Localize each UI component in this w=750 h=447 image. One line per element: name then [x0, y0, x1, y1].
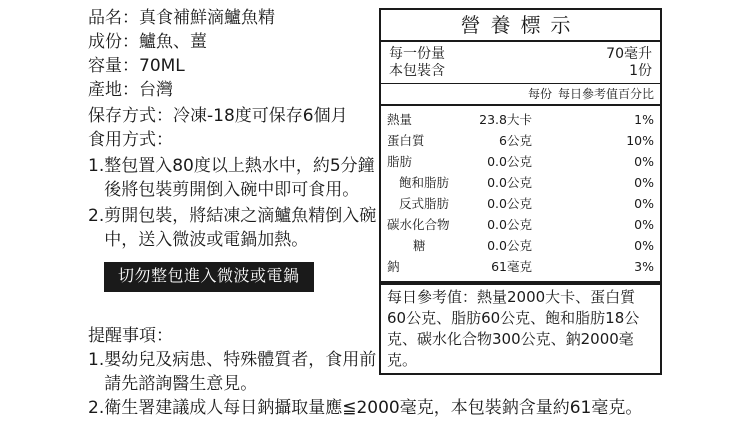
nutrient-daily-pct: 10% — [626, 133, 654, 148]
nutrient-value: 0.0公克 — [487, 217, 532, 232]
nutrient-value: 0.0公克 — [487, 196, 532, 211]
nutrient-daily-pct: 3% — [634, 259, 654, 274]
nutrition-row — [387, 193, 654, 214]
nutrient-value: 23.8大卡 — [479, 112, 532, 127]
usage-step-2 — [88, 204, 378, 252]
reminder-item-1 — [88, 348, 378, 396]
step-number: 2. — [88, 206, 105, 226]
reminder-number: 1. — [88, 350, 105, 370]
nutrient-daily-pct: 0% — [634, 196, 654, 211]
step-text: 剪開包裝，將結凍之滴鱸魚精倒入碗中，送入微波或電鍋加熱。 — [104, 206, 377, 250]
servings-value: 1份 — [629, 63, 652, 79]
step-text: 整包置入80度以上熱水中，約5分鐘後將包裝剪開倒入碗中即可食用。 — [104, 156, 375, 200]
daily-reference: 每日參考值：熱量2000大卡、蛋白質60公克、脂肪60公克、飽和脂肪18公克、碳水化合物300公克、鈉2000毫克。 — [379, 283, 662, 375]
nutrition-row — [387, 214, 654, 235]
reminders-label: 提醒事項： — [88, 326, 173, 346]
reminder-item-2 — [88, 396, 648, 420]
nutrient-daily-pct: 0% — [634, 217, 654, 232]
nutrient-daily-pct: 0% — [634, 154, 654, 169]
product-info — [88, 6, 378, 292]
ingredients: 成份：鱸魚、薑 — [88, 32, 207, 52]
col-per-serving: 每份 — [527, 87, 552, 101]
nutrient-name: 蛋白質 — [387, 133, 425, 148]
nutrient-name: 反式脂肪 — [399, 196, 450, 211]
product-name: 品名：真食補鮮滴鱸魚精 — [88, 8, 275, 28]
nutrition-row — [387, 235, 654, 256]
nutrition-row — [387, 109, 654, 130]
nutrition-row — [387, 151, 654, 172]
nutrient-name: 脂肪 — [387, 154, 413, 169]
nutrition-row — [387, 130, 654, 151]
nutrition-table — [379, 8, 662, 283]
col-daily-pct: 每日參考值百分比 — [557, 87, 654, 101]
servings-label: 本包裝含 — [389, 63, 445, 79]
reminder-text: 嬰幼兒及病患、特殊體質者，食用前請先諮詢醫生意見。 — [104, 350, 377, 394]
nutrient-name: 鈉 — [387, 259, 400, 274]
usage-step-1 — [88, 154, 378, 202]
nutrition-items — [381, 106, 660, 277]
nutrition-row — [387, 172, 654, 193]
nutrient-value: 0.0公克 — [487, 175, 532, 190]
nutrient-value: 0.0公克 — [487, 238, 532, 253]
nutrient-name: 熱量 — [387, 112, 413, 127]
nutrition-row — [387, 256, 654, 277]
nutrient-daily-pct: 0% — [634, 175, 654, 190]
storage: 保存方式：冷凍-18度可保存6個月 — [88, 106, 348, 126]
nutrient-daily-pct: 0% — [634, 238, 654, 253]
reminder-text: 衛生署建議成人每日鈉攝取量應≦2000毫克，本包裝鈉含量約61毫克。 — [104, 398, 643, 418]
nutrient-name: 碳水化合物 — [387, 217, 450, 232]
nutrient-value: 6公克 — [499, 133, 532, 148]
serving-info — [381, 42, 660, 84]
usage-label: 食用方式： — [88, 130, 173, 150]
reminder-number: 2. — [88, 398, 105, 418]
nutrient-value: 0.0公克 — [487, 154, 532, 169]
nutrition-title: 營養標示 — [381, 10, 660, 42]
step-number: 1. — [88, 156, 105, 176]
nutrient-daily-pct: 1% — [634, 112, 654, 127]
serving-label: 每一份量 — [389, 46, 445, 62]
column-header — [381, 84, 660, 106]
serving-value: 70毫升 — [606, 46, 652, 62]
origin: 產地：台灣 — [88, 80, 173, 100]
nutrient-value: 61毫克 — [491, 259, 532, 274]
warning-banner: 切勿整包進入微波或電鍋 — [104, 262, 314, 292]
volume: 容量：70ML — [88, 56, 185, 76]
nutrient-name: 飽和脂肪 — [399, 175, 450, 190]
nutrient-name: 糖 — [413, 238, 426, 253]
